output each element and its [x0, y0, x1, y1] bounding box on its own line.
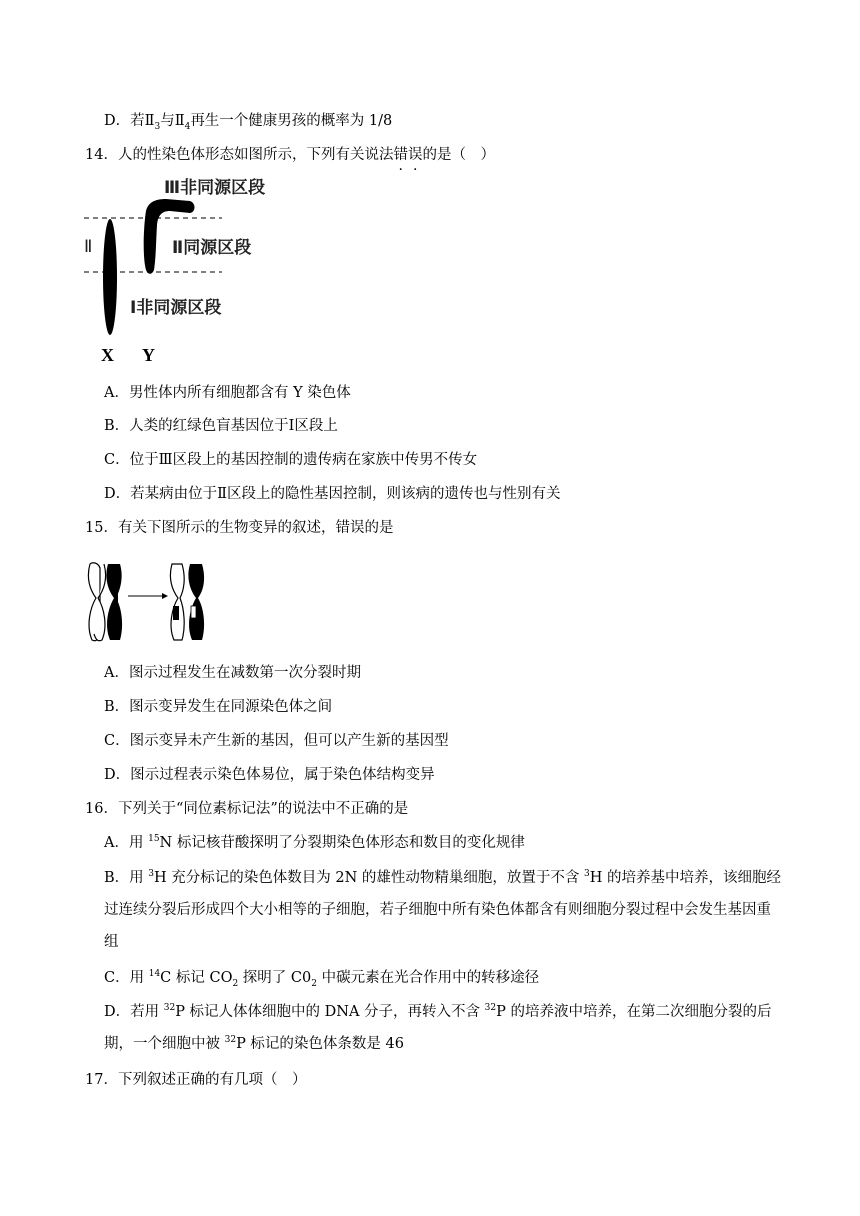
- q15-option-c: C．图示变异未产生新的基因，但可以产生新的基因型: [104, 733, 449, 749]
- q14-option-c: C．位于Ⅲ区段上的基因控制的遗传病在家族中传男不传女: [104, 452, 478, 468]
- q16-option-a: A．用 $^{15}$N 标记核苷酸探明了分裂期染色体形态和数目的变化规律: [104, 834, 525, 851]
- y-label: Y: [142, 345, 155, 365]
- region-ii-label: Ⅱ同源区段: [172, 238, 252, 258]
- region-ii-side-label: Ⅱ: [84, 237, 93, 257]
- q14-chromosome-figure: [80, 175, 300, 370]
- q16-stem: 16．下列关于“同位素标记法”的说法中不正确的是: [85, 801, 409, 817]
- q14-option-a: A．男性体内所有细胞都含有 Y 染色体: [104, 385, 351, 401]
- translocation-diagram: [84, 560, 214, 645]
- q14-stem: 14．人的性染色体形态如图所示，下列有关说法错误的是（ ）: [85, 147, 495, 163]
- q16-option-d: D．若用 $^{32}$P 标记人体体细胞中的 DNA 分子，再转入不含 $^{32}$P 的培养液中培养，在第二次细胞分裂的后期，一个细胞中被 $^{32}$P 标记的染色体条数是 46: [104, 1003, 772, 1052]
- q14-option-d: D．若某病由位于Ⅱ区段上的隐性基因控制，则该病的遗传也与性别有关: [104, 486, 561, 502]
- region-i-label: Ⅰ非同源区段: [130, 298, 222, 318]
- left-white-chromosome: [88, 563, 105, 641]
- q13-option-d: D．若$Ⅱ_3$与$Ⅱ_4$再生一个健康男孩的概率为 1/8: [104, 113, 393, 132]
- right-white-chromosome: [170, 564, 184, 640]
- q14-option-b: B．人类的红绿色盲基因位于Ⅰ区段上: [104, 418, 338, 434]
- q15-option-d: D．图示过程表示染色体易位，属于染色体结构变异: [104, 767, 435, 783]
- q16-option-c: C．用 $^{14}$C 标记 $CO_2$ 探明了 $C0_2$ 中碳元素在光合作用中的转移途径: [104, 969, 540, 989]
- left-black-chromosome: [106, 564, 122, 640]
- xy-chromosome-diagram: [80, 175, 300, 370]
- q17-stem: 17．下列叙述正确的有几项（ ）: [85, 1072, 307, 1088]
- q15-translocation-figure: [84, 560, 214, 645]
- q15-option-a: A．图示过程发生在减数第一次分裂时期: [104, 665, 361, 681]
- arrow-icon: [162, 593, 168, 599]
- q15-stem: 15．有关下图所示的生物变异的叙述，错误的是: [85, 520, 394, 536]
- q15-option-b: B．图示变异发生在同源染色体之间: [104, 699, 333, 715]
- right-black-chromosome: [188, 564, 204, 640]
- x-label: X: [101, 345, 114, 365]
- q16-option-b: B．用 $^3$H 充分标记的染色体数目为 2N 的雄性动物精巢细胞，放置于不含 $^3$H 的培养基中培养，该细胞经过连续分裂后形成四个大小相等的子细胞，若子细胞中所有染色体都含有则细胞分裂过程中会发生基因重组: [104, 869, 781, 950]
- x-chromosome-shape: [103, 219, 117, 335]
- region-iii-label: Ⅲ非同源区段: [164, 178, 266, 198]
